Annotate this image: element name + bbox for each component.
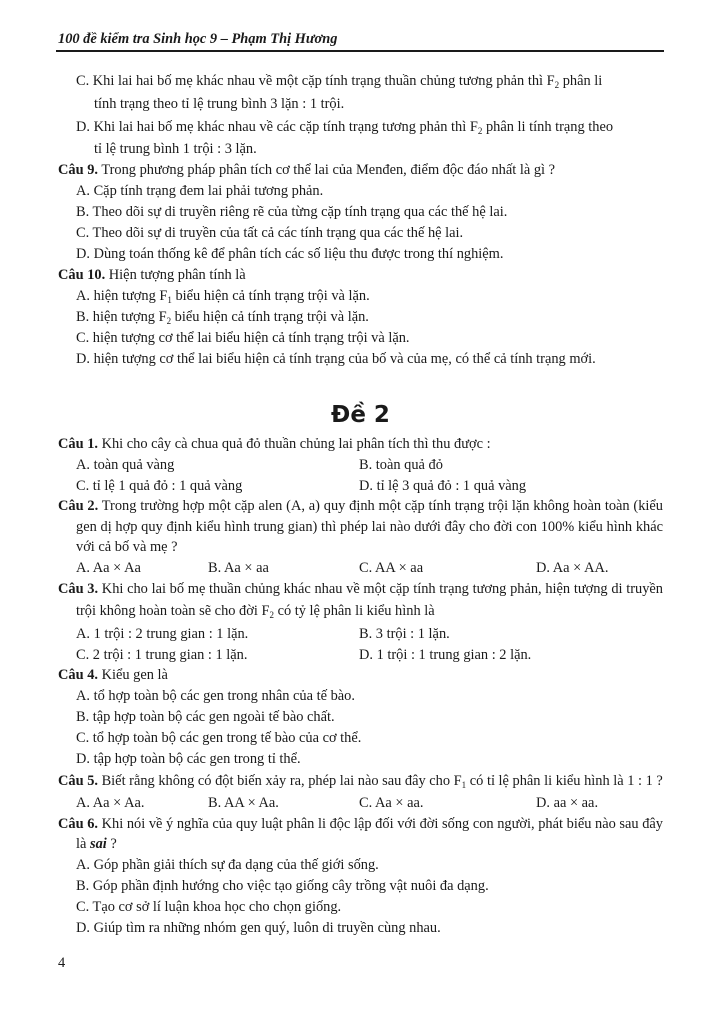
q5-option-a: A. Aa × Aa. (76, 795, 145, 811)
q1-options-row-2 (58, 476, 663, 497)
question-3: Câu 3. Khi cho lai bố mẹ thuần chủng khác nhau về một cặp tính trạng tương phản, hiện tượng di truyền trội không hoàn toàn sẽ cho đời $F_2$ có tỷ lệ phân li kiểu hình là (58, 581, 663, 620)
q6-option-c: C. Tạo cơ sở lí luận khoa học cho chọn giống. (76, 898, 342, 915)
q10-option-d: D. hiện tượng cơ thể lai biểu hiện cả tính trạng của bố và của mẹ, có thể cả tính trạng mới. (76, 351, 596, 367)
q4-option-a: A. tổ hợp toàn bộ các gen trong nhân của tế bào. (76, 688, 355, 704)
q5-option-c: C. Aa × aa. (359, 795, 424, 811)
q9-option-d: D. Dùng toán thống kê để phân tích các số liệu thu được trong thí nghiệm. (76, 246, 504, 262)
q4-option-b: B. tập hợp toàn bộ các gen ngoài tế bào chất. (76, 709, 335, 725)
question-5: Câu 5. Biết rằng không có đột biến xảy ra, phép lai nào sau đây cho $F_1$ có tỉ lệ phân li kiểu hình là 1 : 1 ? (58, 773, 663, 790)
section-title: Đề 2 (331, 402, 390, 428)
page-content (58, 70, 664, 936)
q2-options (58, 558, 663, 579)
book-title: 100 đề kiểm tra Sinh học 9 – Phạm Thị Hương (58, 31, 338, 47)
option-c-cont: tính trạng theo tỉ lệ trung bình 3 lặn : 1 trội. (94, 96, 345, 112)
q4-option-d: D. tập hợp toàn bộ các gen trong tỉ thể. (76, 751, 301, 767)
question-6: Câu 6. Khi nói về ý nghĩa của quy luật phân li độc lập đối với đời sống con người, phát biểu nào sau đây là sai ? (58, 815, 663, 852)
q2-option-d: D. Aa × AA. (536, 559, 609, 576)
q4-option-c: C. tổ hợp toàn bộ các gen trong tế bào của cơ thể. (76, 730, 362, 746)
q3-option-c: C. 2 trội : 1 trung gian : 1 lặn. (76, 646, 248, 663)
q3-options-row-1 (58, 624, 663, 645)
question-1: Câu 1. Khi cho cây cà chua quả đỏ thuần chủng lai phân tích thì thu được : (58, 436, 491, 452)
q2-option-a: A. Aa × Aa (76, 559, 141, 576)
question-4: Câu 4. Kiểu gen là (58, 667, 168, 683)
q5-options (58, 793, 663, 814)
q2-option-c: C. AA × aa (359, 559, 424, 576)
page-number: 4 (58, 955, 66, 971)
q10-option-c: C. hiện tượng cơ thể lai biểu hiện cả tính trạng trội và lặn. (76, 330, 410, 346)
q9-option-a: A. Cặp tính trạng đem lai phải tương phản. (76, 183, 324, 199)
q9-option-c: C. Theo dõi sự di truyền của tất cả các tính trạng qua các thế hệ lai. (76, 225, 464, 241)
q10-option-a: A. hiện tượng $F_1$ biểu hiện cả tính trạng trội và lặn. (76, 288, 370, 305)
question-9: Câu 9. Trong phương pháp phân tích cơ thể lai của Menđen, điểm độc đáo nhất là gì ? (58, 162, 556, 178)
q1-option-c: C. tỉ lệ 1 quả đỏ : 1 quả vàng (76, 477, 243, 494)
page-header (56, 28, 664, 52)
q1-options-row-1 (58, 455, 663, 476)
q3-option-d: D. 1 trội : 1 trung gian : 2 lặn. (359, 646, 532, 663)
q3-options-row-2 (58, 645, 663, 666)
section-de-2 (58, 434, 663, 939)
option-d-cont: tỉ lệ trung bình 1 trội : 3 lặn. (94, 141, 257, 157)
q6-option-d: D. Giúp tìm ra những nhóm gen quý, luôn di truyền cùng nhau. (76, 919, 441, 936)
q1-option-d: D. tỉ lệ 3 quả đỏ : 1 quả vàng (359, 477, 527, 494)
q1-option-a: A. toàn quả vàng (76, 457, 175, 473)
question-10: Câu 10. Hiện tượng phân tính là (58, 267, 246, 283)
question-2: Câu 2. Trong trường hợp một cặp alen (A, a) quy định một cặp tính trạng trội lặn không hoàn toàn (kiểu gen dị hợp quy định kiểu hình trung gian) thì phép lai nào dưới đây cho đời con 100% kiểu hình khác với cả bố và mẹ ? (58, 498, 664, 555)
q9-option-b: B. Theo dõi sự di truyền riêng rẽ của từng cặp tính trạng qua các thế hệ lai. (76, 204, 508, 220)
option-c: C. Khi lai hai bố mẹ khác nhau về một cặp tính trạng thuần chủng tương phản thì $F_2$ phân li (76, 73, 603, 90)
q3-option-a: A. 1 trội : 2 trung gian : 1 lặn. (76, 626, 249, 642)
q6-option-b: B. Góp phần định hướng cho việc tạo giống cây trồng vật nuôi đa dạng. (76, 877, 489, 894)
option-d: D. Khi lai hai bố mẹ khác nhau về các cặp tính trạng tương phản thì $F_2$ phân li tính trạng theo (76, 119, 614, 136)
q2-option-b: B. Aa × aa (208, 559, 269, 576)
q6-option-a: A. Góp phần giải thích sự đa dạng của thế giới sống. (76, 856, 379, 873)
q3-option-b: B. 3 trội : 1 lặn. (359, 626, 450, 642)
q5-option-d: D. aa × aa. (536, 795, 599, 811)
q5-option-b: B. AA × Aa. (208, 795, 279, 811)
q1-option-b: B. toàn quả đỏ (359, 457, 443, 473)
q10-option-b: B. hiện tượng $F_2$ biểu hiện cả tính trạng trội và lặn. (76, 309, 369, 326)
